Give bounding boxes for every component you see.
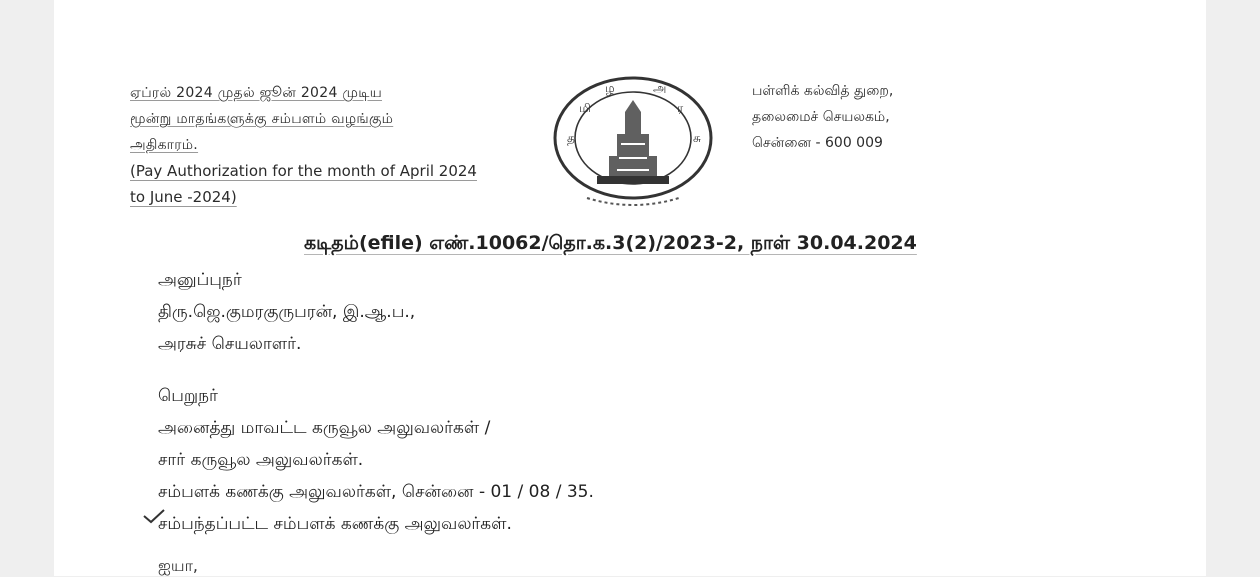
svg-text:ழ: ழ <box>605 81 615 95</box>
secretariat-name: தலைமைச் செயலகம், <box>752 109 890 125</box>
recipient-label: பெறுநர் <box>158 386 218 406</box>
subject-english-1: (Pay Authorization for the month of April 2024 <box>130 162 477 180</box>
sender-label: அனுப்புநர் <box>158 270 242 290</box>
sender-block <box>158 264 415 360</box>
recipient-line-3: சம்பளக் கணக்கு அலுவலர்கள், சென்னை - 01 / 08 / 35. <box>158 482 594 502</box>
recipient-block <box>158 380 594 540</box>
subject-line-2: மூன்று மாதங்களுக்கு சம்பளம் வழங்கும் <box>130 111 394 127</box>
svg-text:ர: ர <box>677 101 684 115</box>
subject-english-2: to June -2024) <box>130 188 237 206</box>
tick-mark-icon <box>142 508 166 524</box>
sender-designation: அரசுச் செயலாளர். <box>158 334 302 354</box>
subject-line-3: அதிகாரம். <box>130 137 199 153</box>
svg-text:த: த <box>567 131 575 145</box>
order-subject <box>130 80 530 210</box>
government-emblem-icon <box>547 72 723 212</box>
subject-line-1: ஏப்ரல் 2024 முதல் ஜூன் 2024 முடிய <box>130 85 383 101</box>
department-address <box>752 78 1012 156</box>
city-pincode: சென்னை - 600 009 <box>752 135 883 151</box>
salutation: ஐயா, <box>158 556 199 575</box>
svg-text:மி: மி <box>579 101 591 115</box>
sender-name: திரு.ஜெ.குமரகுருபரன், இ.ஆ.ப., <box>158 302 416 322</box>
recipient-line-2: சார் கருவூல அலுவலர்கள். <box>158 450 364 470</box>
document-page <box>54 0 1206 576</box>
letter-reference: கடிதம்(efile) எண்.10062/தொ.க.3(2)/2023-2, நாள் 30.04.2024 <box>304 232 917 254</box>
svg-text:சு: சு <box>693 131 701 145</box>
recipient-line-4: சம்பந்தப்பட்ட சம்பளக் கணக்கு அலுவலர்கள். <box>158 514 512 534</box>
svg-text:அ: அ <box>653 81 667 95</box>
recipient-line-1: அனைத்து மாவட்ட கருவூல அலுவலர்கள் / <box>158 418 491 438</box>
department-name: பள்ளிக் கல்வித் துறை, <box>752 83 894 99</box>
